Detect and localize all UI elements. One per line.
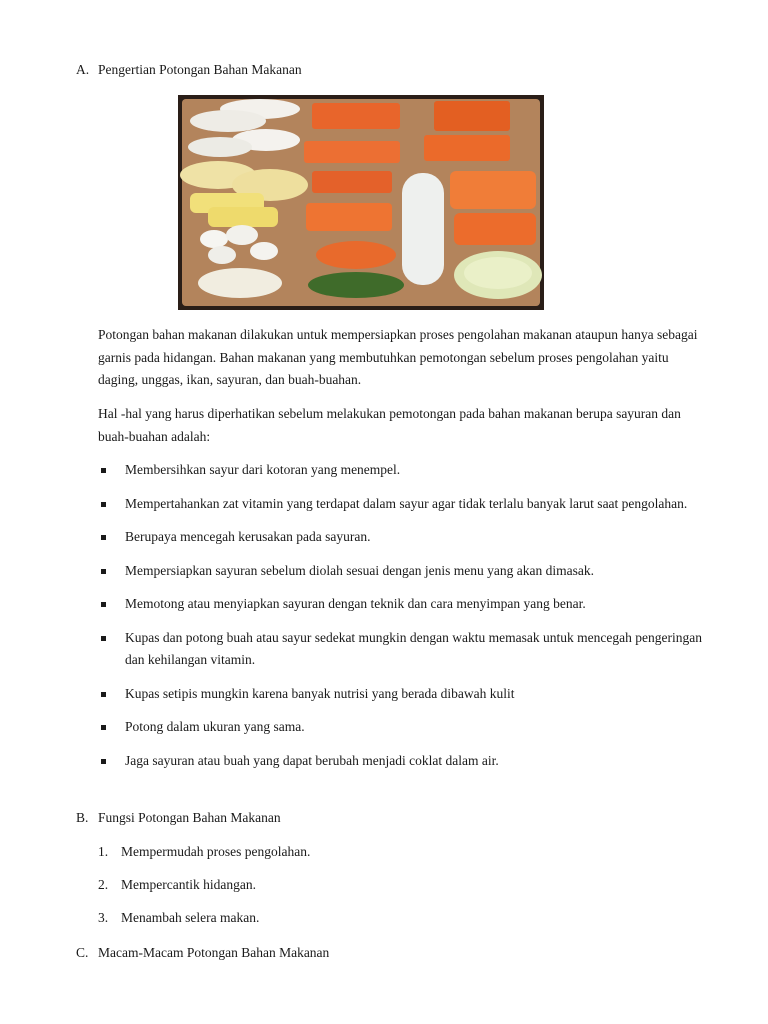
section-letter: C.	[76, 945, 89, 960]
vegetable-cuts-photo	[178, 95, 544, 310]
section-title: Fungsi Potongan Bahan Makanan	[98, 810, 281, 825]
considerations-list	[98, 459, 708, 783]
list-item: Mempersiapkan sayuran sebelum diolah sesuai dengan jenis menu yang akan dimasak.	[98, 560, 708, 583]
section-letter: B.	[76, 810, 89, 825]
bullet-icon	[101, 692, 106, 697]
bullet-icon	[101, 535, 106, 540]
item-number: 3.	[98, 910, 109, 925]
bullet-icon	[101, 468, 106, 473]
section-heading-b	[76, 809, 281, 827]
functions-list	[98, 841, 310, 940]
list-item: Memotong atau menyiapkan sayuran dengan teknik dan cara menyimpan yang benar.	[98, 593, 708, 616]
list-item: 2. Mempercantik hidangan.	[98, 874, 310, 896]
item-number: 1.	[98, 844, 109, 859]
list-item: 3. Menambah selera makan.	[98, 907, 310, 929]
list-item: Potong dalam ukuran yang sama.	[98, 716, 708, 739]
section-heading-a	[76, 61, 302, 79]
list-item: Jaga sayuran atau buah yang dapat berubah menjadi coklat dalam air.	[98, 750, 708, 773]
item-number: 2.	[98, 877, 109, 892]
list-item: 1. Mempermudah proses pengolahan.	[98, 841, 310, 863]
intro-paragraph: Potongan bahan makanan dilakukan untuk mempersiapkan proses pengolahan makanan ataupun hanya sebagai garnis pada hidangan. Bahan makanan yang membutuhkan pemotongan sebelum proses pengolahan yaitu daging, unggas, ikan, sayuran, dan buah-buahan.	[98, 327, 698, 387]
list-item: Kupas dan potong buah atau sayur sedekat mungkin dengan waktu memasak untuk mencegah pengeringan dan kehilangan vitamin.	[98, 627, 708, 672]
bullet-icon	[101, 602, 106, 607]
considerations-paragraph: Hal -hal yang harus diperhatikan sebelum melakukan pemotongan pada bahan makanan berupa sayuran dan buah-buahan adalah:	[98, 406, 681, 444]
section-title: Pengertian Potongan Bahan Makanan	[98, 62, 302, 77]
section-heading-c	[76, 944, 329, 962]
bullet-icon	[101, 759, 106, 764]
section-title: Macam-Macam Potongan Bahan Makanan	[98, 945, 330, 960]
section-letter: A.	[76, 62, 90, 77]
bullet-icon	[101, 725, 106, 730]
list-item: Berupaya mencegah kerusakan pada sayuran.	[98, 526, 708, 549]
list-item: Mempertahankan zat vitamin yang terdapat dalam sayur agar tidak terlalu banyak larut saat pengolahan.	[98, 493, 708, 516]
bullet-icon	[101, 569, 106, 574]
bullet-icon	[101, 502, 106, 507]
list-item: Membersihkan sayur dari kotoran yang menempel.	[98, 459, 708, 482]
bullet-icon	[101, 636, 106, 641]
list-item: Kupas setipis mungkin karena banyak nutrisi yang berada dibawah kulit	[98, 683, 708, 706]
